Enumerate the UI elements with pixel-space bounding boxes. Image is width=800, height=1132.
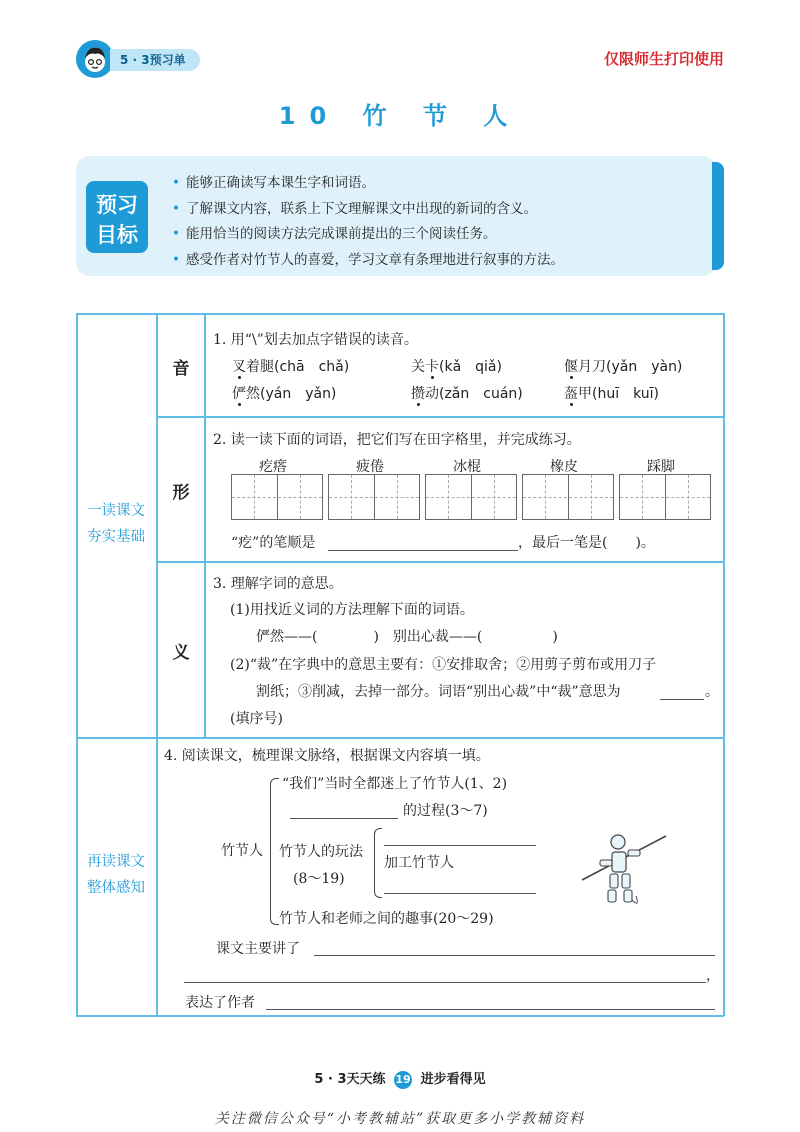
row-label-shape: 形 (172, 483, 190, 503)
pinyin-item: 俨然(yán yǎn) (232, 386, 337, 402)
pinyin-item: 关卡(kǎ qiǎ) (411, 359, 502, 375)
table-border-top (76, 313, 724, 315)
print-note: 仅限师生打印使用 (603, 50, 724, 68)
goal-item: • 能用恰当的阅读方法完成课前提出的三个阅读任务。 (172, 226, 497, 242)
mindmap-branch-1-cont: 的过程(3～7) (403, 803, 488, 819)
section-divider (76, 737, 724, 739)
section1-label: 一读课文 夯实基础 (87, 503, 145, 545)
question-2: 2. 读一读下面的词语，把它们写在田字格里，并完成练习。 (213, 432, 581, 448)
mindmap-branch-2-sub: 加工竹节人 (384, 855, 454, 871)
page-title: 10 竹 节 人 (278, 102, 522, 130)
branch2-blank-1[interactable] (384, 845, 536, 846)
writing-grid[interactable] (522, 474, 614, 520)
pinyin-item: 攒动(zǎn cuán) (411, 386, 523, 402)
sub-question-2-cont: 割纸；③削减，去掉一部分。词语“别出心裁”中“裁”意思为 (256, 684, 621, 700)
mindmap-sub-brace (374, 828, 382, 898)
row-label-meaning: 义 (172, 643, 190, 663)
mindmap-branch-2: 竹节人的玩法 (279, 844, 363, 860)
table-border-bottom (76, 1015, 724, 1017)
goal-item: • 感受作者对竹节人的喜爱，学习文章有条理地进行叙事的方法。 (172, 251, 564, 268)
sub-question-2-end: 。 (705, 684, 719, 700)
pinyin-item: 叉着腿(chā chǎ) (232, 359, 350, 375)
summary-blank-1[interactable] (314, 955, 715, 956)
meaning-blank[interactable] (660, 699, 704, 700)
watermark-text: 关注微信公众号“小考教辅站”获取更多小学教辅资料 (214, 1111, 586, 1127)
writing-grid[interactable] (619, 474, 711, 520)
word-label: 踩脚 (647, 459, 675, 475)
badge-line-2: 目标 (96, 223, 138, 247)
writing-grid[interactable] (328, 474, 420, 520)
pinyin-item: 盔甲(huī kuī) (564, 386, 659, 402)
stroke-order-blank[interactable] (328, 550, 518, 551)
bamboo-figure-illustration (580, 830, 670, 910)
synonym-items: 俨然——( ) 别出心裁——( ) (256, 629, 558, 645)
mindmap-root: 竹节人 (221, 843, 263, 859)
writing-grid[interactable] (425, 474, 517, 520)
table-border-left (76, 313, 78, 1016)
row-divider-2 (156, 561, 724, 563)
series-pill: 5 · 3预习单 (110, 49, 200, 71)
summary-blank-3[interactable] (266, 1009, 715, 1010)
question-4: 4. 阅读课文，梳理课文脉络，根据课文内容填一填。 (164, 748, 490, 764)
badge-line-1: 预习 (96, 193, 138, 217)
mindmap-branch-1: “我们”当时全都迷上了竹节人(1、2) (282, 776, 508, 792)
goals-accent-bar (712, 162, 724, 270)
sub-question-2: (2)“裁”在字典中的意思主要有：①安排取舍；②用剪子剪布或用刀子 (230, 657, 657, 673)
page-number: 19 (394, 1071, 412, 1089)
question-1: 1. 用“\”划去加点字错误的读音。 (213, 332, 418, 348)
summary-comma: ， (706, 968, 720, 984)
sub-question-1: (1)用找近义词的方法理解下面的词语。 (230, 602, 474, 618)
footer-left: 5 · 3天天练 (314, 1072, 386, 1087)
sub-question-2-note: (填序号) (230, 711, 283, 727)
word-label: 橡皮 (550, 459, 578, 475)
summary-blank-2[interactable] (184, 982, 706, 983)
branch2-blank-2[interactable] (384, 893, 536, 894)
footer (0, 1068, 800, 1089)
mascot-avatar (76, 40, 114, 78)
footer-right: 进步看得见 (420, 1072, 486, 1087)
goals-badge (86, 181, 148, 253)
table-border-right (723, 313, 725, 1016)
mindmap-branch-2-range: (8～19) (293, 871, 345, 887)
mindmap-brace (270, 778, 279, 925)
branch1-blank[interactable] (290, 818, 398, 819)
row-label-sound: 音 (172, 359, 190, 379)
goals-list (172, 171, 564, 273)
pinyin-item: 偃月刀(yǎn yàn) (564, 359, 683, 375)
word-label: 疙瘩 (259, 459, 287, 475)
summary-prefix: 课文主要讲了 (216, 941, 300, 957)
stroke-order-suffix: ，最后一笔是( )。 (518, 535, 655, 551)
word-label: 冰棍 (453, 459, 481, 475)
stroke-order-prefix: “疙”的笔顺是 (231, 535, 316, 551)
goal-item: • 了解课文内容，联系上下文理解课文中出现的新词的含义。 (172, 200, 537, 217)
section2-label: 再读课文 整体感知 (87, 854, 145, 896)
row-divider-1 (156, 416, 724, 418)
question-3: 3. 理解字词的意思。 (213, 576, 343, 592)
summary-suffix: 表达了作者 (185, 995, 255, 1011)
mindmap-branch-3: 竹节人和老师之间的趣事(20～29) (279, 911, 494, 927)
goal-item: • 能够正确读写本课生字和词语。 (172, 175, 375, 191)
writing-grid[interactable] (231, 474, 323, 520)
word-label: 疲倦 (356, 459, 384, 475)
table-divider-label (156, 313, 158, 1016)
